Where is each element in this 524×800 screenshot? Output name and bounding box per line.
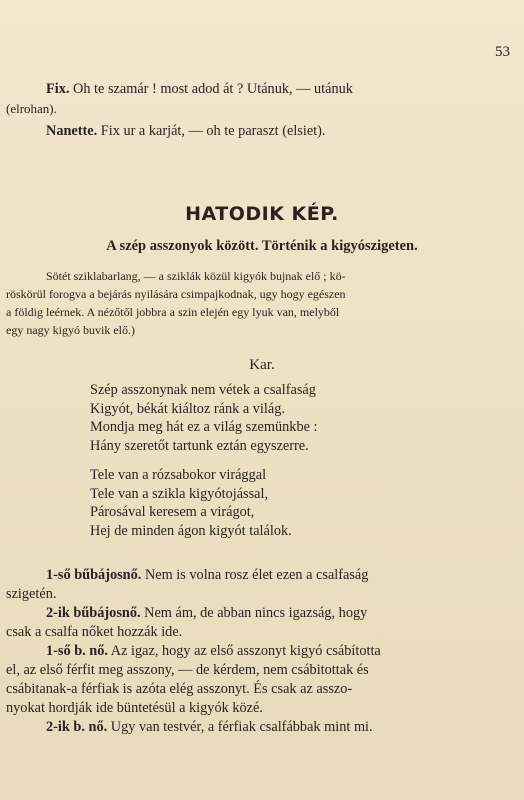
stanza-2-line-3: Párosával keresem a virágot, [90, 504, 255, 520]
dialogue-fix [6, 80, 514, 99]
speaker-2: 2-ik bűbájosnő. [46, 605, 141, 621]
page-number: 53 [495, 44, 510, 60]
stanza-1-line-1: Szép asszonynak nem vétek a csalfaság [90, 382, 316, 398]
stanza-1-line-3: Mondja meg hát ez a világ szemünkbe : [90, 419, 318, 435]
speaker-4: 2-ik b. nő. [46, 719, 108, 735]
dialogue-nanette-text: Fix ur a karját, — oh te paraszt (elsiet). [97, 123, 326, 139]
speaker-1: 1-ső bűbájosnő. [46, 567, 142, 583]
speaker-nanette: Nanette. [46, 123, 98, 139]
stage-direction-line-3: a földig leérnek. A nézőtől jobbra a szin elején egy lyuk van, melyből [6, 305, 340, 319]
dialogue-1-text: Nem is volna rosz élet ezen a csalfaság [144, 567, 369, 583]
dialogue-1-line-1 [6, 566, 514, 585]
scene-subheading: A szép asszonyok között. Történik a kigyószigeten. [106, 238, 418, 254]
dialogue-fix-direction: (elrohan). [6, 101, 57, 116]
dialogue-4-text: Ugy van testvér, a férfiak csalfábbak mint mi. [110, 719, 373, 735]
dialogue-2-text: Nem ám, de abban nincs igazság, hogy [144, 605, 368, 621]
dialogue-3-line-1 [6, 642, 514, 661]
stanza-2-line-1: Tele van a rózsabokor virággal [90, 467, 267, 483]
stanza-1 [90, 381, 514, 455]
chorus-label: Kar. [249, 357, 275, 373]
stanza-1-line-4: Hány szeretőt tartunk eztán egyszerre. [90, 437, 309, 454]
scene-heading: HATODIK KÉP. [185, 203, 339, 225]
dialogue-3-line-2: el, az első férfit meg asszony, — de kérdem, nem csábitottak és [6, 662, 369, 678]
stanza-2-line-4: Hej de minden ágon kigyót találok. [90, 522, 292, 539]
stage-direction-line-4: egy nagy kigyó buvik elő.) [6, 323, 135, 337]
speaker-fix: Fix. [46, 81, 70, 97]
stanza-2-line-2: Tele van a szikla kigyótojással, [90, 485, 269, 502]
dialogue-nanette [6, 122, 514, 141]
dialogue-2-line-2: csak a csalfa nőket hozzák ide. [6, 624, 183, 640]
stage-direction-line-1: Sötét sziklabarlang, — a sziklák közül kigyók bujnak elő ; kö- [46, 269, 346, 283]
dialogue-fix-text: Oh te szamár ! most adod át ? Utánuk, — utánuk [69, 81, 353, 97]
dialogue-4-line-1 [6, 718, 514, 737]
stage-direction-line-2: röskörül forogva a bejárás nyilására csimpajkodnak, ugy hogy egészen [6, 287, 346, 301]
dialogue-3-line-4: nyokat hordják ide büntetésül a kigyók közé. [6, 700, 263, 716]
stanza-2 [90, 466, 514, 540]
speaker-3: 1-ső b. nő. [46, 643, 108, 659]
stanza-1-line-2: Kigyót, békát kiáltoz ránk a világ. [90, 400, 285, 417]
dialogue-3-line-3: csábitanak-a férfiak is azóta elég asszonyt. És csak az asszo- [6, 681, 353, 697]
dialogue-3-text: Az igaz, hogy az első asszonyt kigyó csábította [110, 643, 381, 659]
dialogue-1-line-2: szigetén. [6, 586, 57, 602]
dialogue-2-line-1 [6, 604, 514, 623]
